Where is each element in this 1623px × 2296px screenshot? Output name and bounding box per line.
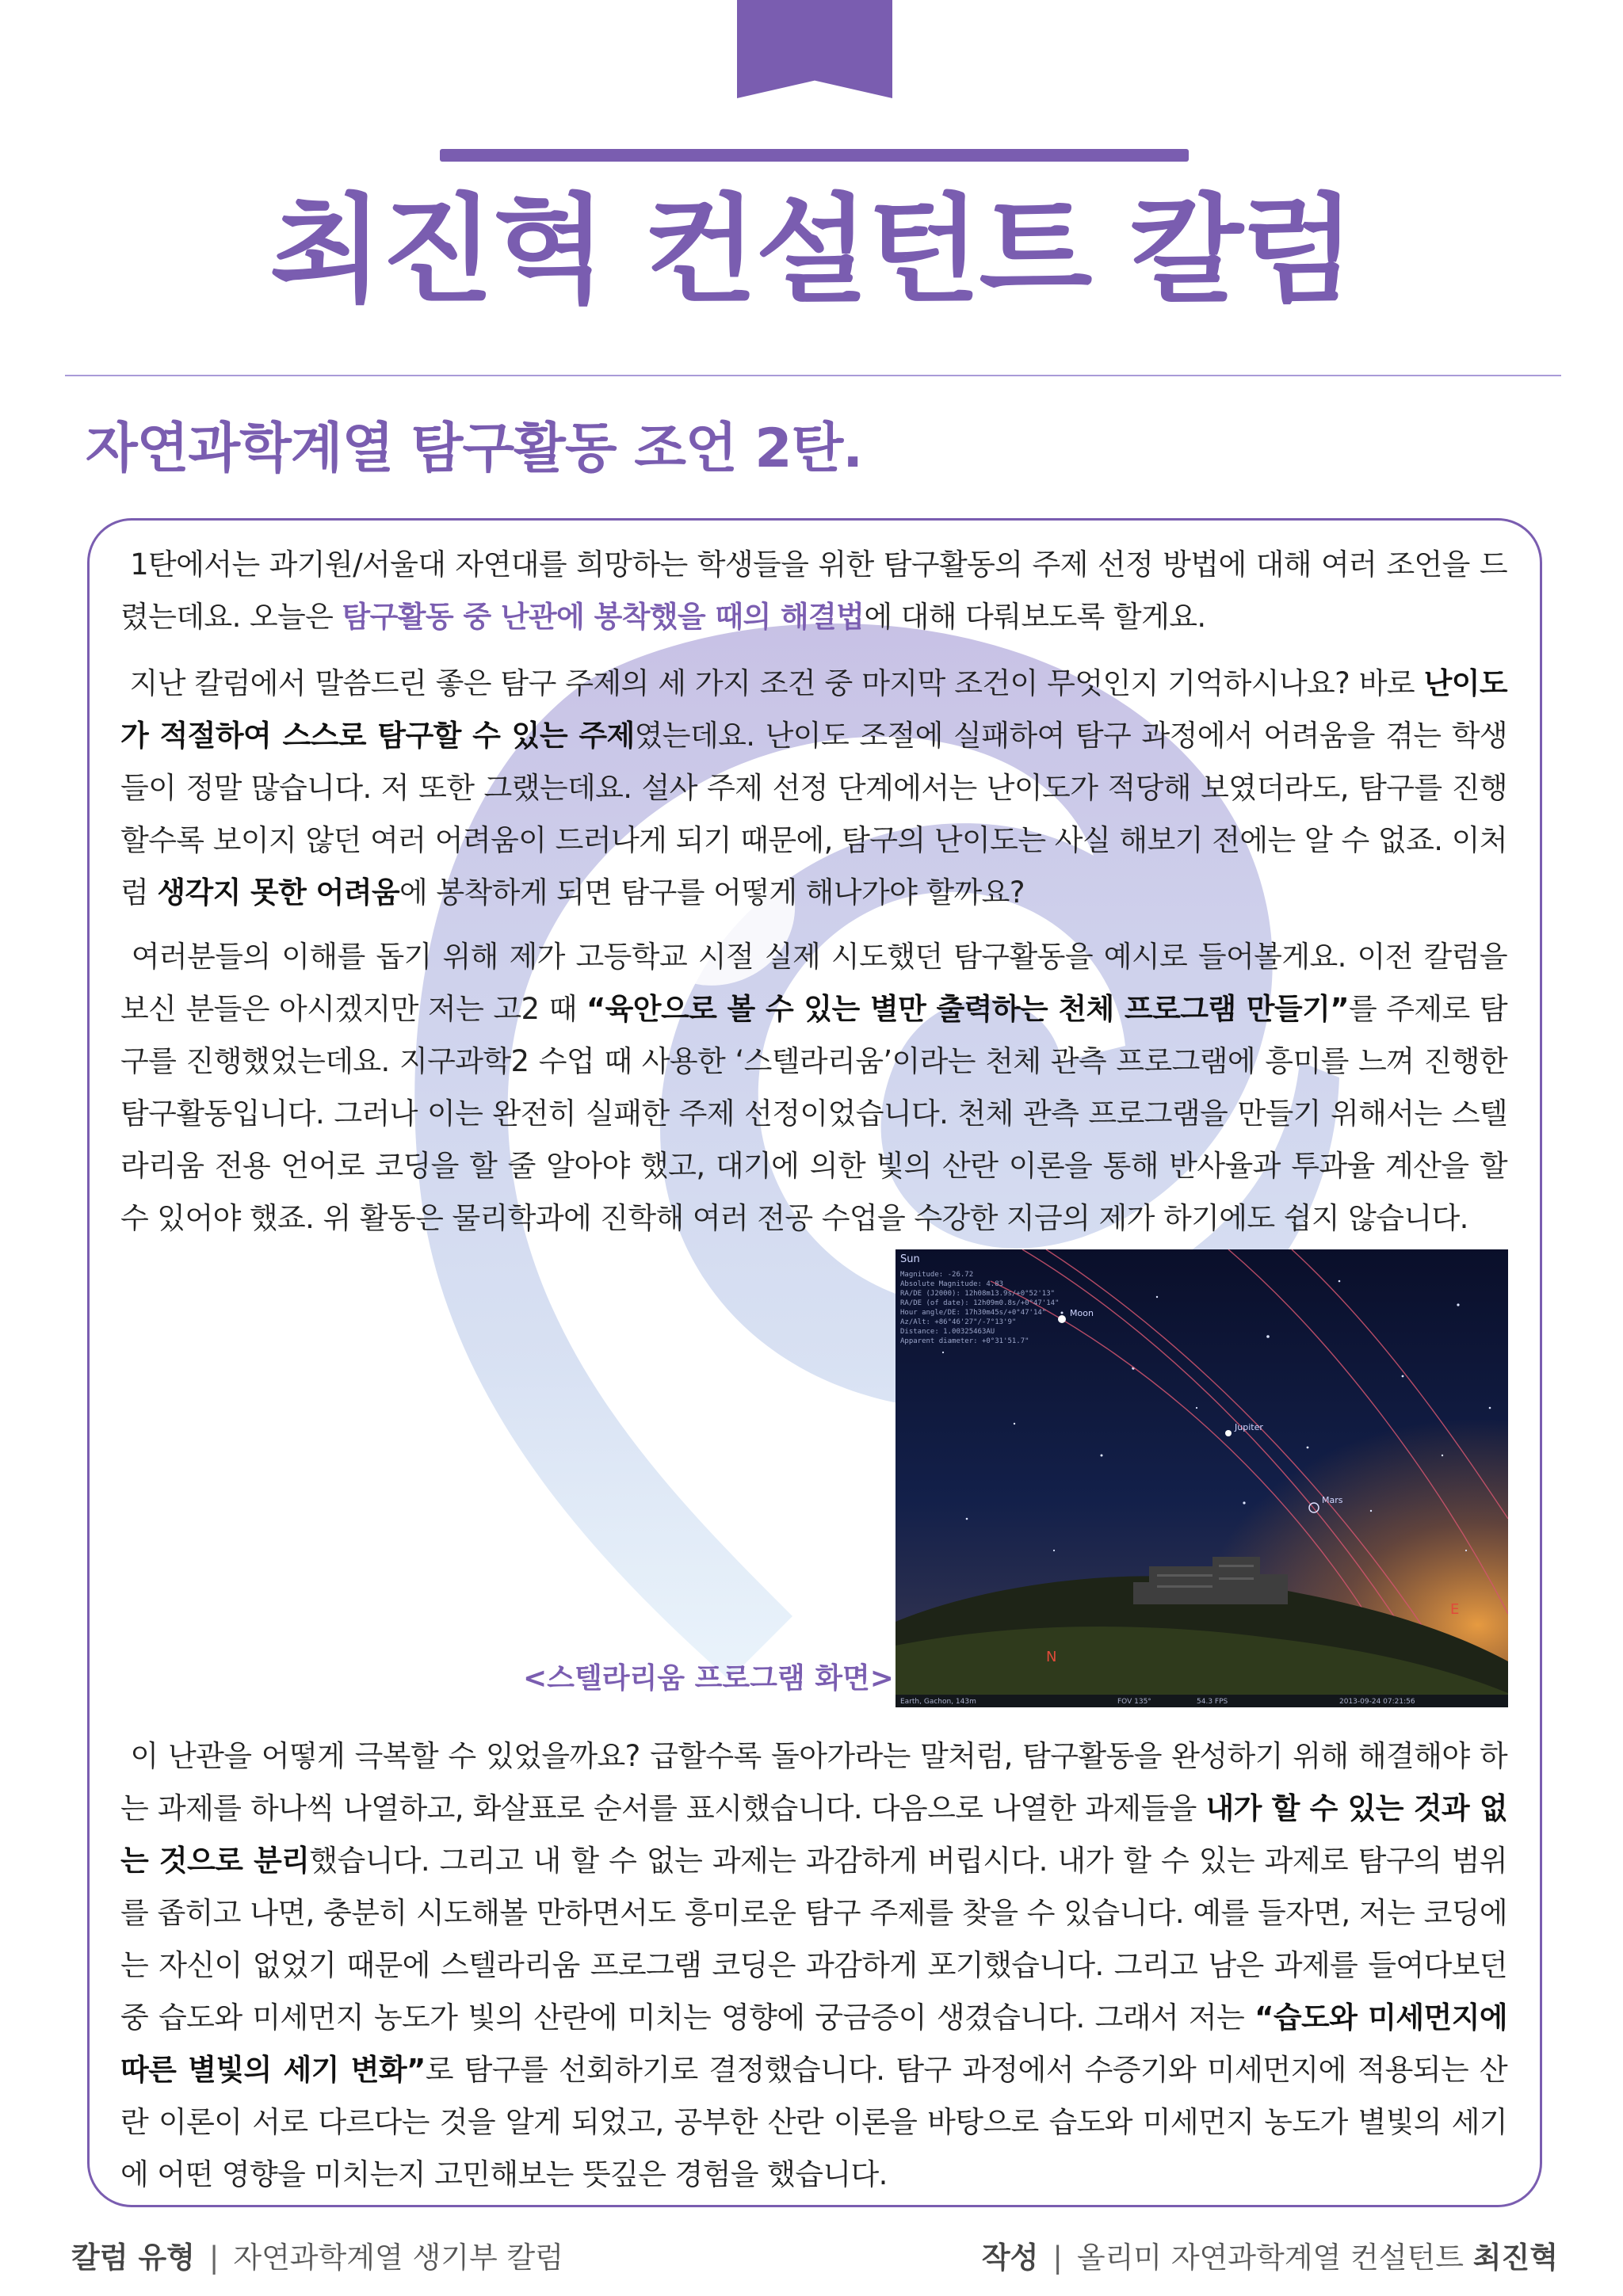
paragraph-1-highlight: 탐구활동 중 난관에 봉착했을 때의 해결법 bbox=[342, 600, 865, 634]
paragraph-4-bold-2: “습도와 미세먼지에 따른 별빛의 세기 변화” bbox=[120, 2000, 1507, 2087]
footer-separator: | bbox=[1052, 2241, 1063, 2275]
footer-type-label: 칼럼 유형 bbox=[71, 2241, 195, 2275]
status-location: Earth, Gachon, 143m bbox=[900, 1698, 976, 1706]
page-title: 최진혁 컨설턴트 칼럼 bbox=[269, 182, 1354, 318]
status-datetime: 2013-09-24 07:21:56 bbox=[1339, 1698, 1415, 1706]
footer-column-type bbox=[71, 2239, 563, 2277]
title-accent-bar bbox=[440, 149, 1189, 162]
info-line: Distance: 1.00325463AU bbox=[900, 1328, 995, 1336]
status-fps: 54.3 FPS bbox=[1197, 1698, 1228, 1706]
footer-author-value: 올리미 자연과학계열 컨설턴트 bbox=[1076, 2241, 1473, 2275]
paragraph-4-text: 이 난관을 어떻게 극복할 수 있었을까요? 급할수록 돌아가라는 말처럼, 탐구활동을 완성하기 위해 해결해야 하는 과제를 하나씩 나열하고, 화살표로 순서를 표시했습니다. 다음으로 나열한 과제들을 bbox=[120, 1739, 1507, 1825]
paragraph-2-text-mid: 였는데요. 난이도 조절에 실패하여 탐구 과정에서 어려움을 겪는 학생들이 정말 많습니다. 저 또한 그랬는데요. 설사 주제 선정 단계에서는 난이도가 적당해 보였더라도, 탐구를 진행할수록 보이지 않던 여러 어려움이 드러나게 되기 때문에, 탐구의 난이도는 사실 해보기 전에는 알 수 없죠. 이처럼 bbox=[120, 719, 1507, 910]
paragraph-4-bold-1: 내가 할 수 있는 것과 없는 것으로 분리 bbox=[120, 1791, 1508, 1878]
footer-separator: | bbox=[208, 2241, 220, 2275]
info-line: Hour angle/DE: 17h30m45s/+0°47'14" bbox=[900, 1309, 1047, 1317]
header-divider bbox=[65, 375, 1561, 376]
section-subtitle: 자연과학계열 탐구활동 조언 2탄. bbox=[86, 418, 863, 480]
paragraph-4 bbox=[120, 1730, 1507, 2201]
info-line: RA/DE (J2000): 12h08m13.9s/+0°52'13" bbox=[900, 1290, 1056, 1298]
info-line: Az/Alt: +86°46'27"/-7°13'9" bbox=[900, 1318, 1017, 1326]
paragraph-2-bold-1: 난이도가 적절하여 스스로 탐구할 수 있는 주제 bbox=[120, 666, 1507, 753]
info-line: Apparent diameter: +0°31'51.7" bbox=[900, 1337, 1029, 1345]
paragraph-3-text-end: 를 주제로 탐구를 진행했었는데요. 지구과학2 수업 때 사용한 ‘스텔라리움’이라는 천체 관측 프로그램에 흥미를 느껴 진행한 탐구활동입니다. 그러나 이는 완전히 실패한 주제 선정이었습니다. 천체 관측 프로그램을 만들기 위해서는 스텔라리움 전용 언어로 코딩을 할 줄 알아야 했고, 대기에 의한 빛의 산란 이론을 통해 반사율과 투과율 계산을 할 수 있어야 했죠. 위 활동은 물리학과에 진학해 여러 전공 수업을 수강한 지금의 제가 하기에도 쉽지 않습니다. bbox=[120, 992, 1507, 1235]
paragraph-2 bbox=[120, 658, 1507, 919]
moon-label: Moon bbox=[1070, 1308, 1094, 1318]
jupiter-label: Jupiter bbox=[1235, 1422, 1263, 1432]
info-line: Magnitude: -26.72 bbox=[900, 1271, 974, 1279]
info-line: RA/DE (of date): 12h09m0.8s/+0°47'14" bbox=[900, 1299, 1060, 1307]
paragraph-1 bbox=[120, 539, 1507, 643]
paragraph-4-text-mid: 했습니다. 그리고 내 할 수 없는 과제는 과감하게 버립시다. 내가 할 수 있는 과제로 탐구의 범위를 좁히고 나면, 충분히 시도해볼 만하면서도 흥미로운 탐구 주제를 찾을 수 있습니다. 예를 들자면, 저는 코딩에는 자신이 없었기 때문에 스텔라리움 프로그램 코딩은 과감하게 포기했습니다. 그리고 남은 과제를 들여다보던 중 습도와 미세먼지 농도가 빛의 산란에 미치는 영향에 궁금증이 생겼습니다. 그래서 저는 bbox=[120, 1844, 1507, 2035]
status-fov: FOV 135° bbox=[1117, 1698, 1151, 1706]
footer-author-label: 작성 bbox=[981, 2241, 1039, 2275]
compass-e-label: E bbox=[1450, 1601, 1460, 1618]
bookmark-ribbon bbox=[737, 0, 892, 98]
paragraph-3 bbox=[120, 931, 1507, 1245]
paragraph-3-bold: “육안으로 볼 수 있는 별만 출력하는 천체 프로그램 만들기” bbox=[586, 992, 1349, 1026]
paragraph-3-text: 여러분들의 이해를 돕기 위해 제가 고등학교 시절 실제 시도했던 탐구활동을 예시로 들어볼게요. 이전 칼럼을 보신 분들은 아시겠지만 저는 고2 때 bbox=[120, 940, 1507, 1026]
paragraph-2-bold-2: 생각지 못한 어려움 bbox=[157, 875, 400, 910]
info-line: Absolute Magnitude: 4.83 bbox=[900, 1280, 1004, 1288]
footer-author bbox=[982, 2239, 1558, 2277]
paragraph-4-text-end: 로 탐구를 선회하기로 결정했습니다. 탐구 과정에서 수증기와 미세먼지에 적용되는 산란 이론이 서로 다르다는 것을 알게 되었고, 공부한 산란 이론을 바탕으로 습도와 미세먼지 농도가 별빛의 세기에 어떤 영향을 미치는지 고민해보는 뜻깊은 경험을 했습니다. bbox=[120, 2053, 1507, 2191]
footer-author-name: 최진혁 bbox=[1472, 2241, 1558, 2275]
compass-n-label: N bbox=[1046, 1649, 1057, 1665]
paragraph-2-text-end: 에 봉착하게 되면 탐구를 어떻게 해나가야 할까요? bbox=[399, 875, 1025, 910]
info-panel-title: Sun bbox=[900, 1253, 920, 1265]
paragraph-2-text: 지난 칼럼에서 말씀드린 좋은 탐구 주제의 세 가지 조건 중 마지막 조건이 무엇인지 기억하시나요? 바로 bbox=[129, 666, 1424, 700]
mars-label: Mars bbox=[1322, 1495, 1343, 1505]
stellarium-screenshot bbox=[896, 1249, 1508, 1707]
footer-type-value: 자연과학계열 생기부 칼럼 bbox=[233, 2241, 564, 2275]
figure-caption: <스텔라리움 프로그램 화면> bbox=[523, 1662, 894, 1695]
paragraph-1-text-end: 에 대해 다뤄보도록 할게요. bbox=[864, 600, 1206, 634]
paragraph-1-text: 1탄에서는 과기원/서울대 자연대를 희망하는 학생들을 위한 탐구활동의 주제 선정 방법에 대해 여러 조언을 드렸는데요. 오늘은 bbox=[120, 547, 1507, 634]
